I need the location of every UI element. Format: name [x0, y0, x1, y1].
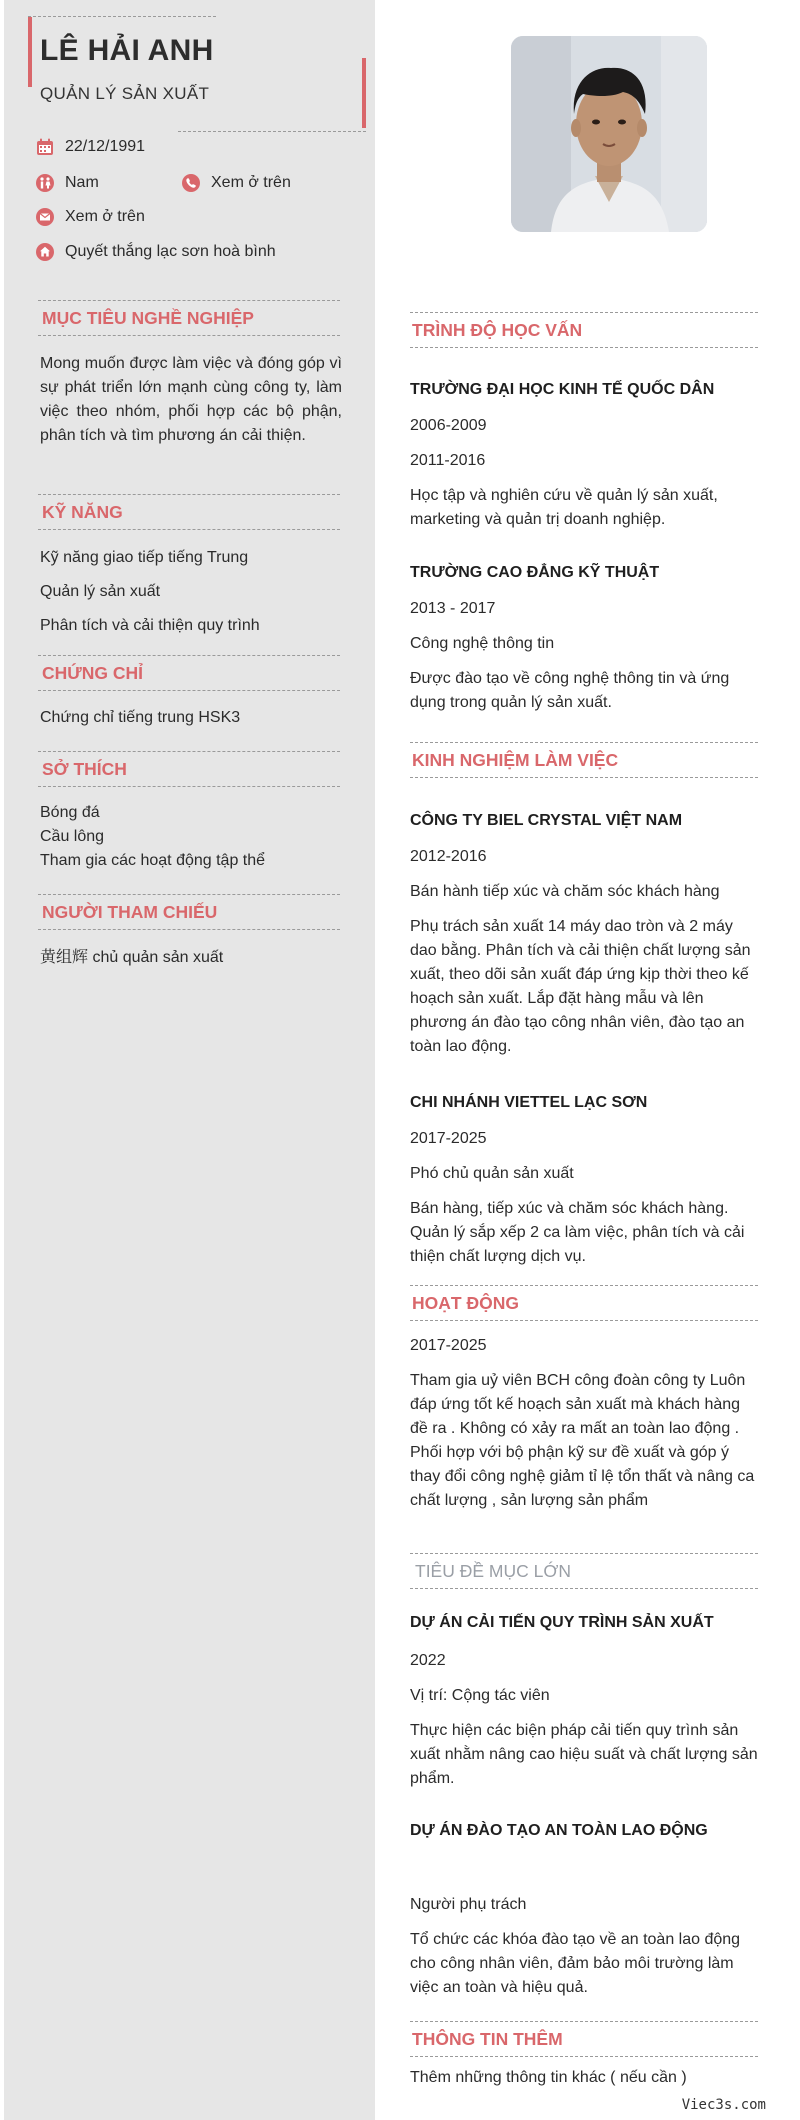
watermark: Viec3s.com — [681, 2097, 766, 2113]
contact-phone — [182, 174, 291, 192]
education-period: 2006-2009 — [410, 417, 487, 434]
education-school: TRƯỜNG ĐẠI HỌC KINH TẾ QUỐC DÂN — [410, 381, 715, 398]
contact-email — [36, 208, 145, 226]
project-role: Người phụ trách — [410, 1896, 527, 1913]
experience-period: 2017-2025 — [410, 1130, 487, 1147]
education-desc: Học tập và nghiên cứu về quản lý sản xuất, marketing và quản trị doanh nghiệp. — [410, 487, 718, 528]
header-accent-right — [362, 58, 366, 128]
contact-gender — [36, 174, 99, 192]
gender-icon — [36, 174, 54, 192]
project-desc: Thực hiện các biện pháp cải tiến quy trình sản xuất nhằm nâng cao hiệu suất và chất lượng sản phẩm. — [410, 1722, 758, 1787]
projects-title: TIÊU ĐỀ MỤC LỚN — [410, 1553, 758, 1589]
activities-period: 2017-2025 — [410, 1337, 487, 1354]
experience-desc: Phụ trách sản xuất 14 máy dao tròn và 2 máy dao bằng. Phân tích và cải thiện chất lượng sản xuất, theo dõi sản xuất đáp ứng kịp thời theo kế hoạch sản xuất. Lắp đặt hàng mẫu và lên phương án đào tạo công nhân viên, đào tạo an toàn lao động. — [410, 918, 751, 1055]
skill-item: Phân tích và cải thiện quy trình — [40, 617, 260, 634]
address-value: Quyết thắng lạc sơn hoà bình — [65, 243, 276, 260]
avatar — [511, 36, 707, 232]
project-name: DỰ ÁN ĐÀO TẠO AN TOÀN LAO ĐỘNG — [410, 1822, 708, 1839]
skill-item: Quản lý sản xuất — [40, 583, 161, 600]
education-title: TRÌNH ĐỘ HỌC VẤN — [410, 312, 758, 348]
activities-title: HOẠT ĐỘNG — [410, 1285, 758, 1321]
experience-title: KINH NGHIỆM LÀM VIỆC — [410, 742, 758, 778]
skills-title: KỸ NĂNG — [38, 494, 340, 530]
email-icon — [36, 208, 54, 226]
reference-item: 黄组辉 chủ quản sản xuất — [40, 949, 224, 966]
main-column — [376, 0, 800, 2120]
project-desc: Tổ chức các khóa đào tạo về an toàn lao động cho công nhân viên, đảm bảo môi trường làm việc an toàn và hiệu quả. — [410, 1931, 741, 1996]
profile-photo — [511, 36, 707, 232]
candidate-role: QUẢN LÝ SẢN XUẤT — [40, 84, 210, 103]
experience-position: Phó chủ quản sản xuất — [410, 1165, 574, 1182]
project-role: Vị trí: Cộng tác viên — [410, 1687, 550, 1704]
extra-info-title: THÔNG TIN THÊM — [410, 2021, 758, 2057]
hobby-item: Cầu lông — [40, 828, 105, 845]
activities-desc: Tham gia uỷ viên BCH công đoàn công ty Luôn đáp ứng tốt kế hoạch sản xuất mà khách hàng đề ra . Không có xảy ra mất an toàn lao động . Phối hợp với bộ phận kỹ sư đề xuất và góp ý thay đổi công nghệ giảm tỉ lệ tổn thất và nâng ca chất lượng , sản lượng sản phẩm — [410, 1372, 755, 1509]
experience-desc: Bán hàng, tiếp xúc và chăm sóc khách hàng. Quản lý sắp xếp 2 ca làm việc, phân tích và cải thiện chất lượng dịch vụ. — [410, 1200, 745, 1265]
experience-position: Bán hành tiếp xúc và chăm sóc khách hàng — [410, 883, 720, 900]
objective-text: Mong muốn được làm việc và đóng góp vì sự phát triển lớn mạnh cùng công ty, làm việc theo nhóm, phối hợp các bộ phận, phân tích và tìm phương án cải thiện. — [40, 355, 342, 444]
education-period: 2011-2016 — [410, 452, 486, 469]
contact-address — [36, 243, 276, 261]
extra-info-text: Thêm những thông tin khác ( nếu cần ) — [410, 2069, 687, 2086]
education-major: Công nghệ thông tin — [410, 635, 555, 652]
project-name: DỰ ÁN CẢI TIẾN QUY TRÌNH SẢN XUẤT — [410, 1614, 714, 1631]
gender-value: Nam — [65, 174, 99, 191]
home-icon — [36, 243, 54, 261]
education-desc: Được đào tạo về công nghệ thông tin và ứng dụng trong quản lý sản xuất. — [410, 670, 730, 711]
experience-company: CÔNG TY BIEL CRYSTAL VIỆT NAM — [410, 812, 683, 829]
experience-company: CHI NHÁNH VIETTEL LẠC SƠN — [410, 1094, 648, 1111]
phone-value: Xem ở trên — [211, 174, 291, 191]
certificate-item: Chứng chỉ tiếng trung HSK3 — [40, 709, 241, 726]
header-top-divider — [28, 16, 216, 17]
candidate-name: LÊ HẢI ANH — [40, 34, 214, 67]
cv-header — [28, 16, 366, 132]
skill-item: Kỹ năng giao tiếp tiếng Trung — [40, 549, 249, 566]
education-school: TRƯỜNG CAO ĐẲNG KỸ THUẬT — [410, 564, 660, 581]
header-accent-left — [28, 17, 32, 87]
birthday-value: 22/12/1991 — [65, 138, 146, 155]
calendar-icon — [36, 138, 54, 156]
education-period: 2013 - 2017 — [410, 600, 496, 617]
phone-icon — [182, 174, 200, 192]
header-bottom-divider — [178, 131, 366, 132]
hobbies-title: SỞ THÍCH — [38, 751, 340, 787]
references-title: NGƯỜI THAM CHIẾU — [38, 894, 340, 930]
email-value: Xem ở trên — [65, 208, 145, 225]
sidebar — [4, 0, 375, 2120]
certificates-title: CHỨNG CHỈ — [38, 655, 340, 691]
objective-title: MỤC TIÊU NGHỀ NGHIỆP — [38, 300, 340, 336]
contact-birthday — [36, 138, 145, 156]
hobby-item: Tham gia các hoạt động tập thể — [40, 852, 266, 869]
project-year: 2022 — [410, 1652, 446, 1669]
hobby-item: Bóng đá — [40, 804, 100, 821]
experience-period: 2012-2016 — [410, 848, 487, 865]
